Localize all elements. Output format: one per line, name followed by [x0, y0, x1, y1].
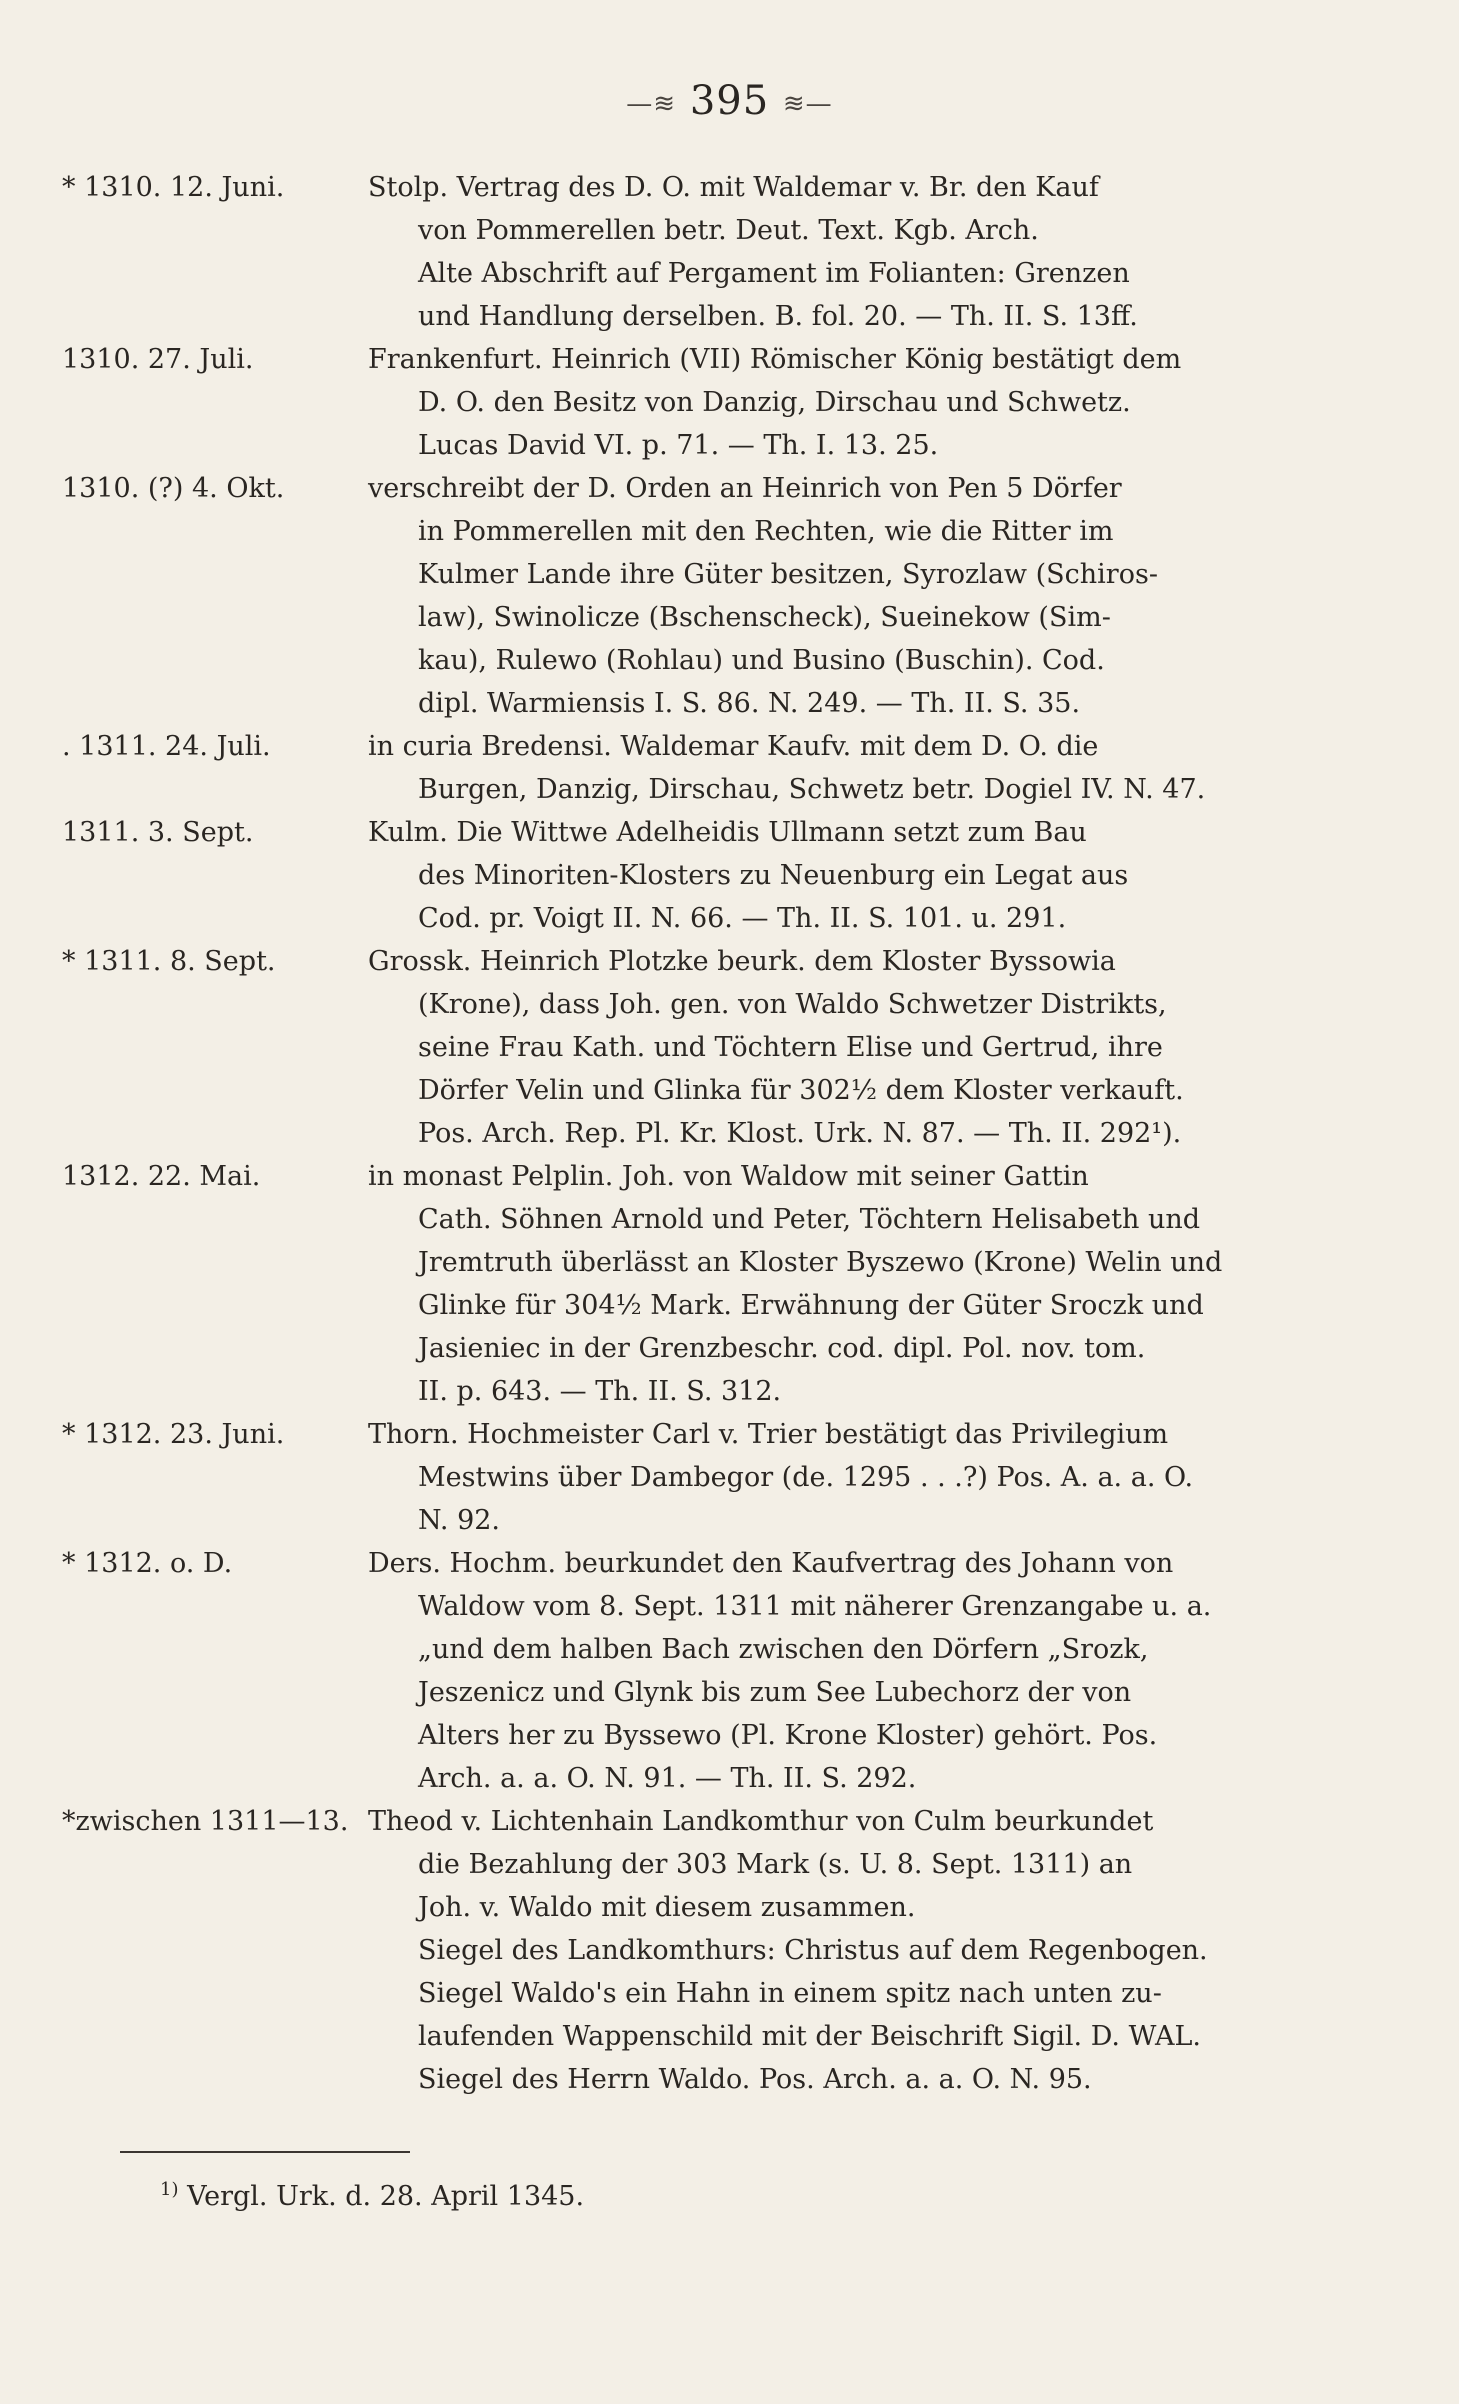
entry-line: Jasieniec in der Grenzbeschr. cod. dipl. Pol. nov. tom. — [418, 1333, 1146, 1364]
entry-line: Cath. Söhnen Arnold und Peter, Töchtern Helisabeth und — [418, 1204, 1201, 1235]
entry-line: in monast Pelplin. Joh. von Waldow mit seiner Gattin — [368, 1161, 1089, 1192]
entry-text — [368, 940, 1392, 1155]
entry-line: Siegel Waldo's ein Hahn in einem spitz nach unten zu- — [418, 1978, 1162, 2009]
entry-line: Siegel des Herrn Waldo. Pos. Arch. a. a. O. N. 95. — [418, 2064, 1092, 2095]
header-ornament-right: ≋— — [782, 89, 833, 119]
entry-line: laufenden Wappenschild mit der Beischrift Sigil. D. WAL. — [418, 2021, 1201, 2052]
entry-line: law), Swinolicze (Bschenscheck), Sueinekow (Sim- — [418, 602, 1111, 633]
entry-line: Jremtruth überlässt an Kloster Byszewo (Krone) Welin und — [418, 1247, 1223, 1278]
entry-line: Stolp. Vertrag des D. O. mit Waldemar v. Br. den Kauf — [368, 172, 1099, 203]
footnote-rule — [120, 2151, 410, 2153]
entry-line: Waldow vom 8. Sept. 1311 mit näherer Grenzangabe u. a. — [418, 1591, 1212, 1622]
entry-line: und Handlung derselben. B. fol. 20. — Th. II. S. 13ff. — [418, 301, 1138, 332]
document-entry — [62, 1413, 1392, 1542]
entry-line: Glinke für 304½ Mark. Erwähnung der Güter Sroczk und — [418, 1290, 1204, 1321]
entry-date: 1310. 27. Juli. — [62, 344, 254, 375]
entry-line: Alte Abschrift auf Pergament im Folianten: Grenzen — [418, 258, 1130, 289]
page-number: 395 — [689, 78, 770, 124]
document-entry — [62, 1155, 1392, 1413]
entry-text — [368, 811, 1392, 940]
entry-line: von Pommerellen betr. Deut. Text. Kgb. Arch. — [418, 215, 1039, 246]
entry-line: in Pommerellen mit den Rechten, wie die Ritter im — [418, 516, 1114, 547]
entry-line: Arch. a. a. O. N. 91. — Th. II. S. 292. — [418, 1763, 917, 1794]
entry-date: 1312. 22. Mai. — [62, 1161, 261, 1192]
document-entry — [62, 811, 1392, 940]
entry-line: II. p. 643. — Th. II. S. 312. — [418, 1376, 782, 1407]
document-entry: *zwischen 1311—13. Theod v. Lichtenhain Landkomthur von Culm beurkundet die Bezahlung der 303 Mark (s. U. 8. Sept. 1311) an Joh. v. Waldo mit diesem zusammen. Siegel des Landkomthurs: Christus auf dem Regenbogen. Siegel Waldo's ein Hahn in einem spitz nach unten zu- laufenden Wappenschild mit der Beischrift Sigil. D. WAL. Siegel des Herrn Waldo. Pos. Arch. a. a. O. N. 95. — [62, 1800, 1392, 2101]
entry-line: Pos. Arch. Rep. Pl. Kr. Klost. Urk. N. 87. — Th. II. 292¹). — [418, 1118, 1182, 1149]
entry-text — [368, 1155, 1392, 1413]
entry-text — [368, 1542, 1392, 1800]
entry-line: Kulmer Lande ihre Güter besitzen, Syrozlaw (Schiros- — [418, 559, 1158, 590]
entry-line: Grossk. Heinrich Plotzke beurk. dem Kloster Byssowia — [368, 946, 1116, 977]
entry-list — [62, 166, 1392, 2101]
footnote-marker: 1) — [160, 2179, 179, 2200]
entry-text — [368, 467, 1392, 725]
entry-line: Ders. Hochm. beurkundet den Kaufvertrag des Johann von — [368, 1548, 1174, 1579]
entry-line: Joh. v. Waldo mit diesem zusammen. — [418, 1892, 916, 1923]
entry-line: die Bezahlung der 303 Mark (s. U. 8. Sept. 1311) an — [418, 1849, 1133, 1880]
entry-line: Frankenfurt. Heinrich (VII) Römischer König bestätigt dem — [368, 344, 1182, 375]
entry-text — [368, 338, 1392, 467]
entry-date: 1310. (?) 4. Okt. — [62, 473, 285, 504]
entry-line: verschreibt der D. Orden an Heinrich von Pen 5 Dörfer — [368, 473, 1122, 504]
entry-date: . 1311. 24. Juli. — [62, 731, 271, 762]
entry-line: Siegel des Landkomthurs: Christus auf dem Regenbogen. — [418, 1935, 1208, 1966]
entry-line: in curia Bredensi. Waldemar Kaufv. mit dem D. O. die — [368, 731, 1099, 762]
entry-line: dipl. Warmiensis I. S. 86. N. 249. — Th. II. S. 35. — [418, 688, 1081, 719]
entry-date: * 1312. o. D. — [62, 1548, 233, 1579]
entry-line: Alters her zu Byssewo (Pl. Krone Kloster) gehört. Pos. — [418, 1720, 1158, 1751]
page-header — [0, 78, 1459, 124]
entry-line: Kulm. Die Wittwe Adelheidis Ullmann setzt zum Bau — [368, 817, 1087, 848]
entry-text — [62, 1800, 1392, 2101]
entry-text — [368, 725, 1392, 811]
entry-date: * 1310. 12. Juni. — [62, 172, 285, 203]
entry-date: * 1312. 23. Juni. — [62, 1419, 285, 1450]
entry-line: N. 92. — [418, 1505, 501, 1536]
entry-line: (Krone), dass Joh. gen. von Waldo Schwetzer Distrikts, — [418, 989, 1167, 1020]
entry-line: Cod. pr. Voigt II. N. 66. — Th. II. S. 101. u. 291. — [418, 903, 1067, 934]
footnote — [160, 2168, 584, 2218]
entry-line: kau), Rulewo (Rohlau) und Busino (Buschin). Cod. — [418, 645, 1105, 676]
entry-line: Lucas David VI. p. 71. — Th. I. 13. 25. — [418, 430, 939, 461]
entry-text — [368, 1413, 1392, 1542]
document-entry — [62, 467, 1392, 725]
document-entry — [62, 166, 1392, 338]
entry-date: 1311. 3. Sept. — [62, 817, 254, 848]
entry-line: Jeszenicz und Glynk bis zum See Lubechorz der von — [418, 1677, 1132, 1708]
entry-line: Theod v. Lichtenhain Landkomthur von Culm beurkundet — [368, 1806, 1154, 1837]
document-entry — [62, 338, 1392, 467]
entry-line: „und dem halben Bach zwischen den Dörfern „Srozk, — [418, 1634, 1149, 1665]
footnote-text: Vergl. Urk. d. 28. April 1345. — [187, 2181, 585, 2212]
document-entry — [62, 725, 1392, 811]
entry-line: D. O. den Besitz von Danzig, Dirschau und Schwetz. — [418, 387, 1131, 418]
entry-line: Burgen, Danzig, Dirschau, Schwetz betr. Dogiel IV. N. 47. — [418, 774, 1206, 805]
header-ornament-left: —≋ — [626, 89, 677, 119]
entry-date: * 1311. 8. Sept. — [62, 946, 276, 977]
entry-text — [368, 166, 1392, 338]
entry-line: des Minoriten-Klosters zu Neuenburg ein Legat aus — [418, 860, 1129, 891]
entry-line: Thorn. Hochmeister Carl v. Trier bestätigt das Privilegium — [368, 1419, 1169, 1450]
entry-line: Dörfer Velin und Glinka für 302½ dem Kloster verkauft. — [418, 1075, 1184, 1106]
document-entry — [62, 1542, 1392, 1800]
entry-line: Mestwins über Dambegor (de. 1295 . . .?) Pos. A. a. a. O. — [418, 1462, 1194, 1493]
entry-line: seine Frau Kath. und Töchtern Elise und Gertrud, ihre — [418, 1032, 1163, 1063]
document-entry — [62, 940, 1392, 1155]
